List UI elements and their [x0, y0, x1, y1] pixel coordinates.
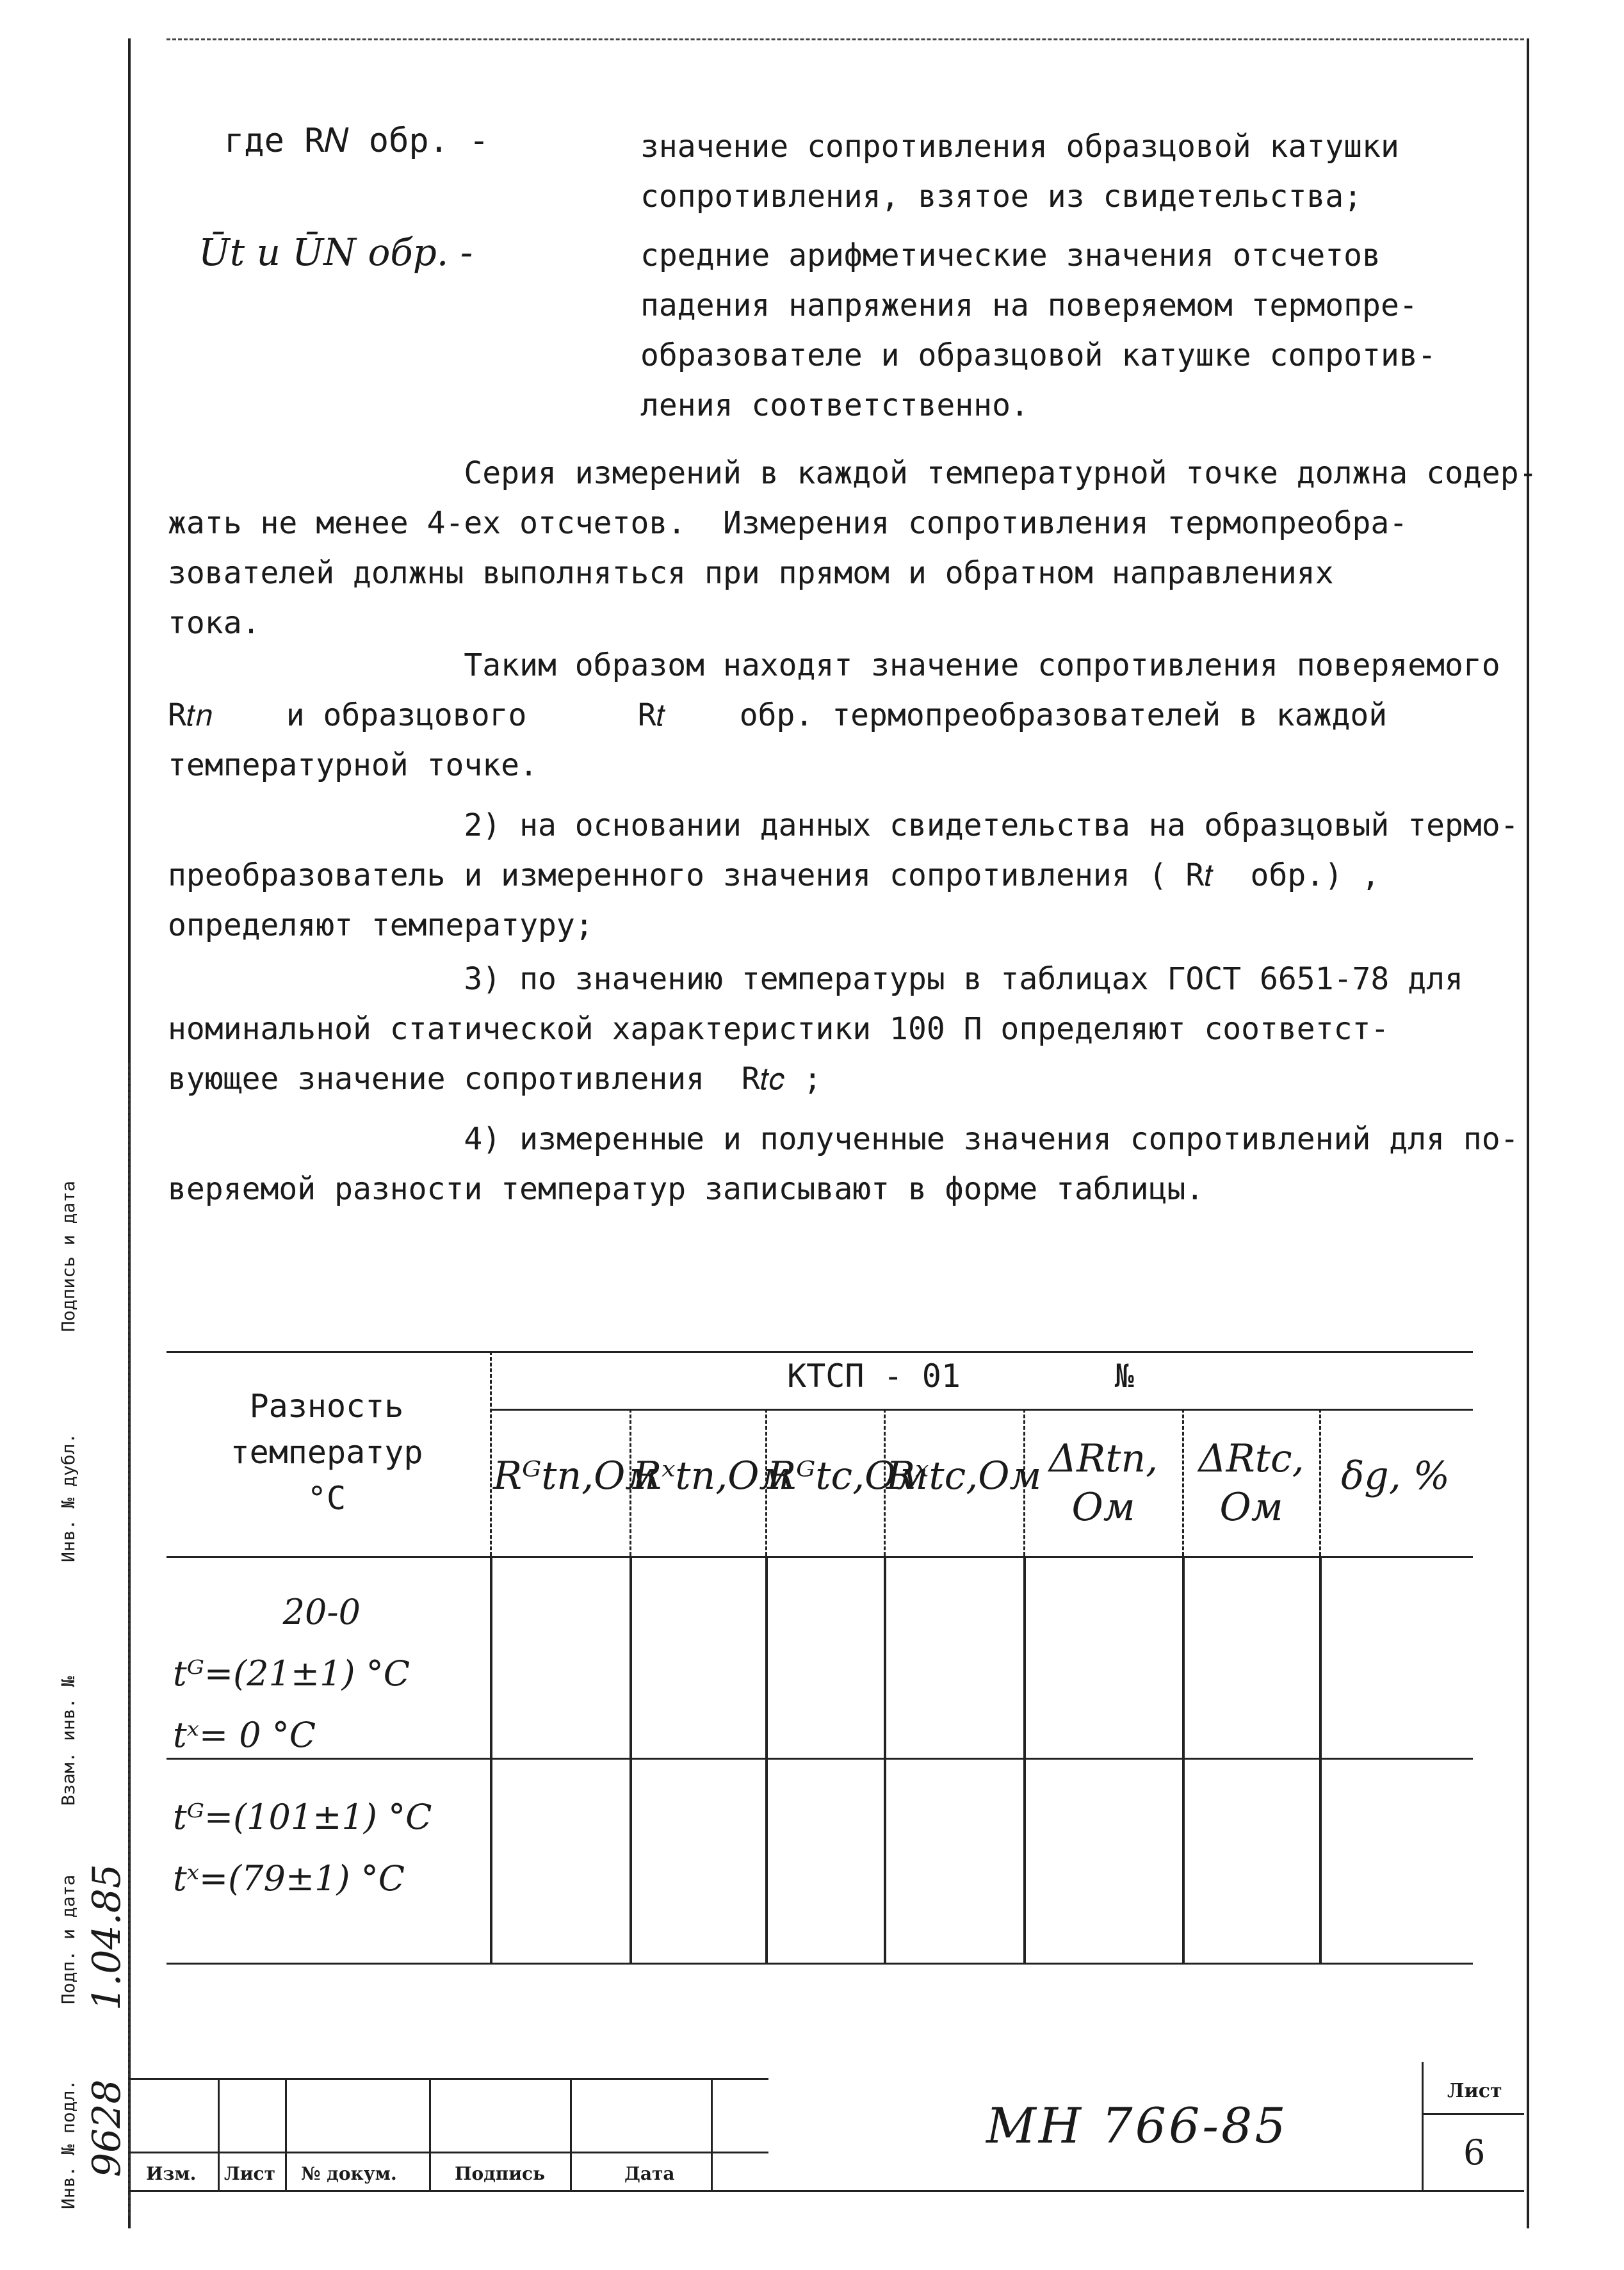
definition-desc: значение сопротивления образцовой катушки сопротивления, взятое из свидетельства;	[640, 129, 1399, 215]
header-separator	[1319, 1409, 1321, 1556]
paragraph: 2) на основании данных свидетельства на образцовый термо- преобразователь и измеренного значения сопротивления ( R𝑡 обр.) , определяют температуру;	[168, 807, 1519, 943]
title-block-label: Лист	[224, 2163, 275, 2184]
paragraph: Серия измерений в каждой температурной точке должна содер- жать не менее 4-ех отсчетов. Измерения сопротивления термопреобра- зователей должны выполняться при прямом и обратном направлениях тока.	[168, 455, 1538, 641]
title-block-divider	[285, 2078, 287, 2190]
paragraph: 4) измеренные и полученные значения сопротивлений для по- веряемой разности температур записывают в форме таблицы.	[168, 1121, 1519, 1207]
title-block-rule	[128, 2152, 768, 2153]
column-header: δ𝑔, %	[1341, 1454, 1450, 1498]
title-block-rule	[1422, 2113, 1524, 2115]
group-header-label: КТСП - 01 №	[787, 1358, 1134, 1395]
stamp-label: Инв. № дубл.	[58, 1432, 79, 1562]
table-row-label: tᴳ=(101±1) °C tˣ=(79±1) °C	[173, 1797, 432, 1899]
title-block-label: Изм.	[146, 2163, 197, 2184]
column-line	[629, 1556, 632, 1963]
definition-term: Ū𝑡 и Ū𝑁 обр. -	[199, 231, 473, 274]
stamp-inventory-number: 9628	[85, 2079, 129, 2177]
column-header: Rᴳ𝑡𝑐,Ом	[767, 1454, 929, 1498]
table-top-rule	[166, 1351, 1473, 1353]
header-separator	[490, 1351, 492, 1556]
title-block-label: Дата	[624, 2163, 675, 2184]
sheet-number: 6	[1463, 2132, 1486, 2173]
title-block-rule	[128, 2190, 1524, 2192]
title-block-rule	[128, 2078, 768, 2080]
definition-term: где R𝑁 обр. -	[224, 122, 489, 160]
definition-desc: средние арифметические значения отсчетов падения напряжения на поверяемом термопре- образователе и образцовой катушке сопротив- ления соответственно.	[640, 238, 1436, 423]
paragraph: 3) по значению температуры в таблицах ГОСТ 6651-78 для номинальной статической характеристики 100 П определяют соответст- вующее значение сопротивления R𝑡𝑐 ;	[168, 961, 1463, 1097]
column-header: Rˣ𝑡𝑛,Ом	[633, 1454, 792, 1498]
paragraph: Таким образом находят значение сопротивления поверяемого R𝑡𝑛 и образцового R𝑡 обр. термопреобразователей в каждой температурной точке.	[168, 647, 1500, 783]
margin-stamp	[51, 1063, 130, 2216]
stamp-label: Инв. № подл.	[58, 2079, 79, 2209]
header-separator	[1182, 1409, 1184, 1556]
column-line	[765, 1556, 768, 1963]
title-block-divider	[429, 2078, 431, 2190]
title-block-label: Подпись	[455, 2163, 546, 2184]
column-line	[884, 1556, 886, 1963]
table-bottom-rule	[166, 1963, 1473, 1965]
row-header-label: Разность температур °C	[230, 1388, 423, 1517]
column-header: ΔR𝑡𝑐, Ом	[1198, 1436, 1304, 1530]
column-header: Rˣ𝑡𝑐,Ом	[886, 1454, 1042, 1498]
column-header: ΔR𝑡𝑛, Ом	[1048, 1436, 1158, 1530]
title-block-divider	[218, 2078, 220, 2190]
title-block-divider	[570, 2078, 572, 2190]
column-line	[1319, 1556, 1322, 1963]
column-line	[1023, 1556, 1026, 1963]
group-header-rule	[490, 1409, 1473, 1411]
table-row-label: 20-0 tᴳ=(21±1) °C tˣ= 0 °C	[173, 1592, 410, 1755]
stamp-date: 1.04.85	[85, 1863, 129, 2011]
stamp-label: Взам. инв. №	[58, 1676, 79, 1806]
column-line	[1182, 1556, 1185, 1963]
column-header: Rᴳ𝑡𝑛,Ом	[493, 1454, 658, 1498]
title-block-label: № докум.	[301, 2163, 397, 2184]
title-block-divider	[1422, 2062, 1424, 2190]
column-line	[490, 1556, 492, 1963]
header-bottom-rule	[166, 1556, 1473, 1558]
stamp-label: Подп. и дата	[58, 1874, 79, 2004]
sheet-label: Лист	[1447, 2080, 1502, 2102]
title-block-divider	[711, 2078, 713, 2190]
stamp-label: Подпись и дата	[58, 1180, 79, 1332]
document-code: МН 766-85	[986, 2097, 1288, 2154]
